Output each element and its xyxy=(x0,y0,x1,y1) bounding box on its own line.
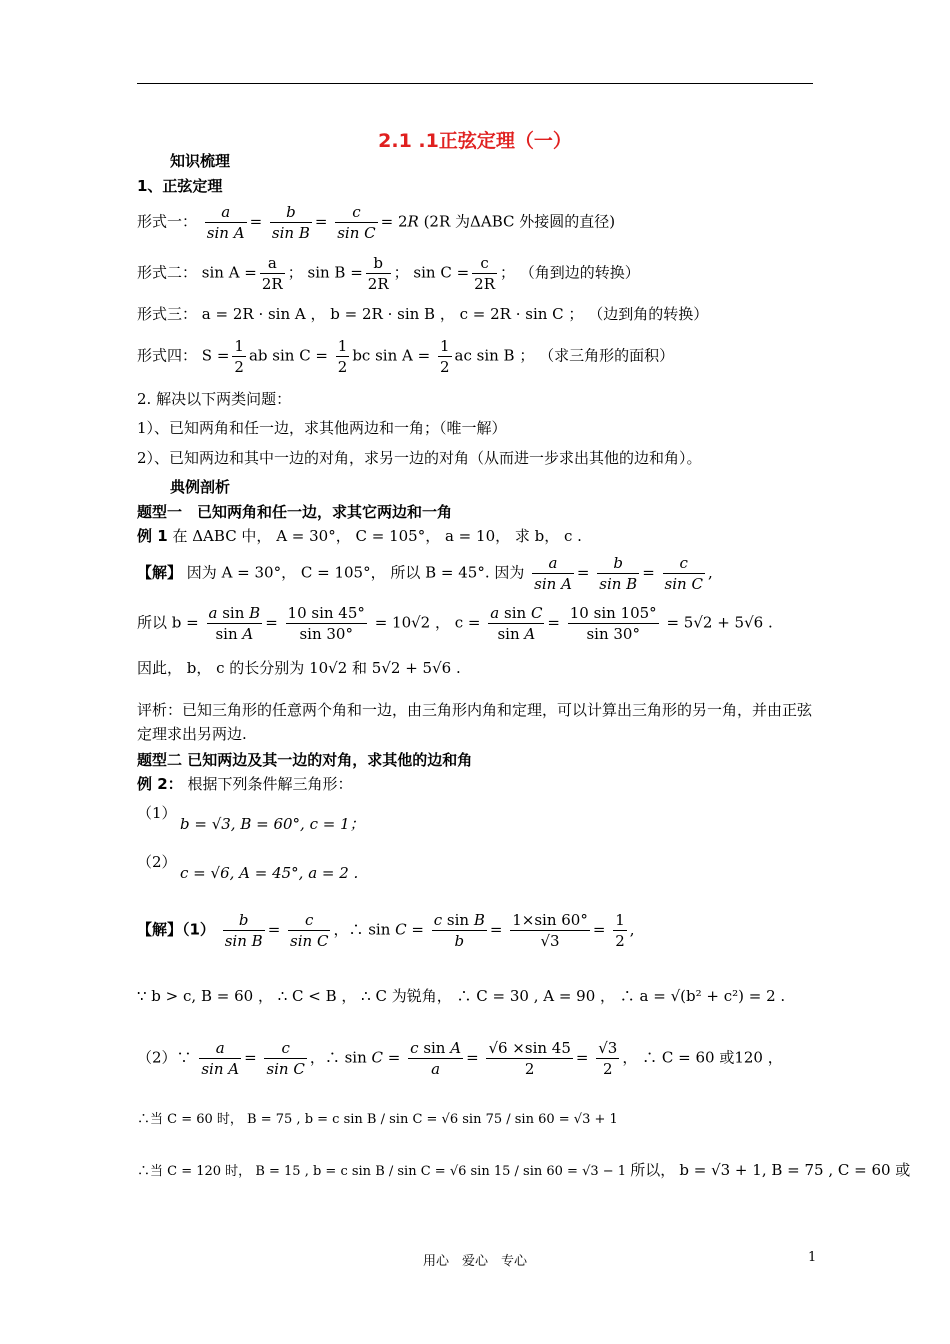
header-rule xyxy=(137,83,813,84)
ex2-label: 例 2： xyxy=(137,775,183,793)
case2-line xyxy=(137,1160,910,1182)
solve-item-2: 2）、已知两边和其中一边的对角，求另一边的对角（从而进一步求出其他的边和角）。 xyxy=(137,449,702,467)
form2-tail: （角到边的转换） xyxy=(519,263,640,282)
form4-tail: （求三角形的面积） xyxy=(539,346,675,365)
sol2-frac-1: $\frac{b}{\text{sin B}}$ xyxy=(224,911,263,950)
ex2-q2-num: （2） xyxy=(137,853,177,871)
page-number: 1 xyxy=(808,1250,817,1265)
ex1-sol2-b: = 10√2 ， c = xyxy=(374,613,481,632)
form2-label: 形式二： xyxy=(137,263,198,282)
form4-frac-3: $\frac{1}{2}$ xyxy=(439,337,450,376)
sol2-1-line1: 【解】（1） $\frac{b}{\text{sin B}}$ = $\frac{c}{\text{sin C}}$ ，∴ sin C = $\frac{\text{c sin B}}{b}$ = $\frac{1\times\sin 60^\circ}{√3}$ = $\frac{1}{2}$ , xyxy=(137,911,635,950)
form2-frac-a: $\frac{a}{2R}$ xyxy=(261,254,283,293)
ex2-line xyxy=(137,774,352,794)
page-title: 2.1 .1正弦定理（一） xyxy=(378,130,572,152)
form1-frac-a: $\frac{a}{\text{sin A}}$ xyxy=(206,203,245,242)
case1: ∴当 C = 60 时， B = 75 , b = c sin B / sin C = √6 sin 75 / sin 60 = √3 + 1 xyxy=(137,1112,618,1127)
form1-frac-c: $\frac{c}{\text{sin C}}$ xyxy=(337,203,376,242)
sol2-frac-9: $\frac{√6 \times\sin 45}{2}$ xyxy=(488,1039,571,1078)
law-heading: 1、正弦定理 xyxy=(137,177,223,195)
sol2-frac-8: $\frac{\text{c sin A}}{a}$ xyxy=(410,1039,462,1078)
case2-b: 所以， xyxy=(630,1161,676,1179)
form1-line: 形式一： $\frac{a}{\text{sin A}}$ = $\frac{b}{\text{sin B}}$ = $\frac{c}{\text{sin C}}$ = 2R (2R 为ΔABC 外接圆的直径) xyxy=(137,203,616,242)
ex1-frac-f: $\frac{\text{a sin C}}{\text{sin A}}$ xyxy=(490,604,543,643)
sol2-frac-10: $\frac{√3}{2}$ xyxy=(598,1039,618,1078)
sol2-1-label: 【解】（1） xyxy=(137,920,215,939)
ex1-label: 例 1 xyxy=(137,527,168,545)
type1-heading: 题型一 已知两角和任一边，求其它两边和一角 xyxy=(137,503,453,521)
sol2-frac-6: $\frac{a}{\text{sin A}}$ xyxy=(201,1039,240,1078)
sol2-frac-2: $\frac{c}{\text{sin C}}$ xyxy=(290,911,329,950)
ex1-sol2-a: 所以 b = xyxy=(137,613,199,632)
section-examples: 典例剖析 xyxy=(170,478,231,496)
sol2-2-tail: ∴ C = 60 或120 ， xyxy=(642,1048,783,1067)
form4-line: 形式四： S = $\frac{1}{2}$ ab sin C = $\frac{1}{2}$ bc sin A = $\frac{1}{2}$ ac sin B ； （求三角形的面积） xyxy=(137,337,675,376)
comment: 评析：已知三角形的任意两个角和一边，由三角形内角和定理，可以计算出三角形的另一角，并由正弦定理求出另两边. xyxy=(137,701,813,743)
form3-body: a = 2R · sin A ， b = 2R · sin B ， c = 2R · sin C ； xyxy=(201,305,584,323)
form3-line xyxy=(137,304,708,324)
sol2-2-line1: （2）∵ $\frac{a}{\text{sin A}}$ = $\frac{c}{\text{sin C}}$ ，∴ sin C = $\frac{\text{c sin A}}{a}$ = $\frac{√6 \times\sin 45}{2}$ = $\frac{√3}{2}$ ， ∴ C = 60 或120 ， xyxy=(137,1039,783,1078)
ex2-q1: b = √3, B = 60°, c = 1； xyxy=(180,815,365,833)
sol2-frac-7: $\frac{c}{\text{sin C}}$ xyxy=(266,1039,305,1078)
ex1-frac-c: $\frac{c}{\text{sin C}}$ xyxy=(664,554,703,593)
ex1-sol1: 因为 A = 30°， C = 105°， 所以 B = 45°. 因为 xyxy=(186,563,525,582)
ex1-conclusion: 因此， b， c 的长分别为 10√2 和 5√2 + 5√6 . xyxy=(137,659,461,677)
form1-tail: (2R 为ΔABC 外接圆的直径) xyxy=(423,212,616,231)
ex1-frac-a: $\frac{a}{\text{sin A}}$ xyxy=(534,554,572,593)
ex1-sol-line1: 【解】 因为 A = 30°， C = 105°， 所以 B = 45°. 因为 $\frac{a}{\text{sin A}}$ = $\frac{b}{\text{sin B}}$ = $\frac{c}{\text{sin C}}$ , xyxy=(137,554,713,593)
sol2-frac-3: $\frac{\text{c sin B}}{b}$ xyxy=(433,911,485,950)
case2-c: b = √3 + 1, B = 75 , C = 60 或 xyxy=(679,1161,911,1179)
form3-tail: （边到角的转换） xyxy=(588,305,709,323)
sol2-frac-4: $\frac{1\times\sin 60^\circ}{√3}$ xyxy=(512,911,588,950)
form4-frac-2: $\frac{1}{2}$ xyxy=(337,337,348,376)
section-knowledge: 知识梳理 xyxy=(170,152,231,170)
form1-label: 形式一： xyxy=(137,212,198,231)
ex1-frac-b: $\frac{b}{\text{sin B}}$ xyxy=(599,554,638,593)
page-footer: 用心 爱心 专心 xyxy=(422,1254,527,1269)
form4-frac-1: $\frac{1}{2}$ xyxy=(234,337,244,376)
ex1-sol2-c: = 5√2 + 5√6 . xyxy=(666,613,773,632)
solve-heading: 2. 解决以下两类问题： xyxy=(137,390,292,408)
sol2-2-label: （2）∵ xyxy=(137,1048,192,1067)
form2-line: 形式二： sin A = $\frac{a}{2R}$ ； sin B = $\frac{b}{2R}$ ； sin C = $\frac{c}{2R}$ ； （角到边的转换） xyxy=(137,254,640,293)
form4-label: 形式四： xyxy=(137,346,198,365)
sol2-1-line2: ∵ b > c, B = 60 ， ∴ C < B ， ∴ C 为锐角， ∴ C = 30 , A = 90 ， ∴ a = √(b² + c²) = 2 . xyxy=(137,987,786,1005)
ex1-line xyxy=(137,526,582,546)
ex2-q2: c = √6, A = 45°, a = 2 . xyxy=(180,864,359,882)
form2-frac-b: $\frac{b}{2R}$ xyxy=(367,254,389,293)
ex1-frac-e: $\frac{10 \sin 45^\circ}{\sin 30^\circ}$ xyxy=(287,604,365,643)
case2-a: ∴当 C = 120 时， B = 15 , b = c sin B / sin C = √6 sin 15 / sin 60 = √3 − 1 xyxy=(137,1164,627,1179)
ex1-frac-d: $\frac{\text{a sin B}}{\text{sin A}}$ xyxy=(208,604,261,643)
sol2-frac-5: $\frac{1}{2}$ xyxy=(615,911,625,950)
type2-heading: 题型二 已知两边及其一边的对角，求其他的边和角 xyxy=(137,751,473,769)
ex2-q1-num: （1） xyxy=(137,804,177,822)
solve-item-1: 1）、已知两角和任一边，求其他两边和一角；（唯一解） xyxy=(137,419,507,437)
form3-label: 形式三： xyxy=(137,305,198,323)
sol-label: 【解】 xyxy=(137,563,183,582)
ex2-text: 根据下列条件解三角形： xyxy=(187,775,353,793)
ex1-sol-line2: 所以 b = $\frac{\text{a sin B}}{\text{sin A}}$ = $\frac{10 \sin 45^\circ}{\sin 30^\circ}$ = 10√2 ， c = $\frac{\text{a sin C}}{\text{sin A}}$ = $\frac{10 \sin 105^\circ}{\sin 30^\circ}$ = 5√2 + 5√6 . xyxy=(137,604,773,643)
ex1-text: 在 ΔABC 中， A = 30°， C = 105°， a = 10， 求 b， c . xyxy=(172,527,582,545)
form2-frac-c: $\frac{c}{2R}$ xyxy=(474,254,495,293)
form1-frac-b: $\frac{b}{\text{sin B}}$ xyxy=(271,203,310,242)
ex1-frac-g: $\frac{10 \sin 105^\circ}{\sin 30^\circ}$ xyxy=(569,604,657,643)
